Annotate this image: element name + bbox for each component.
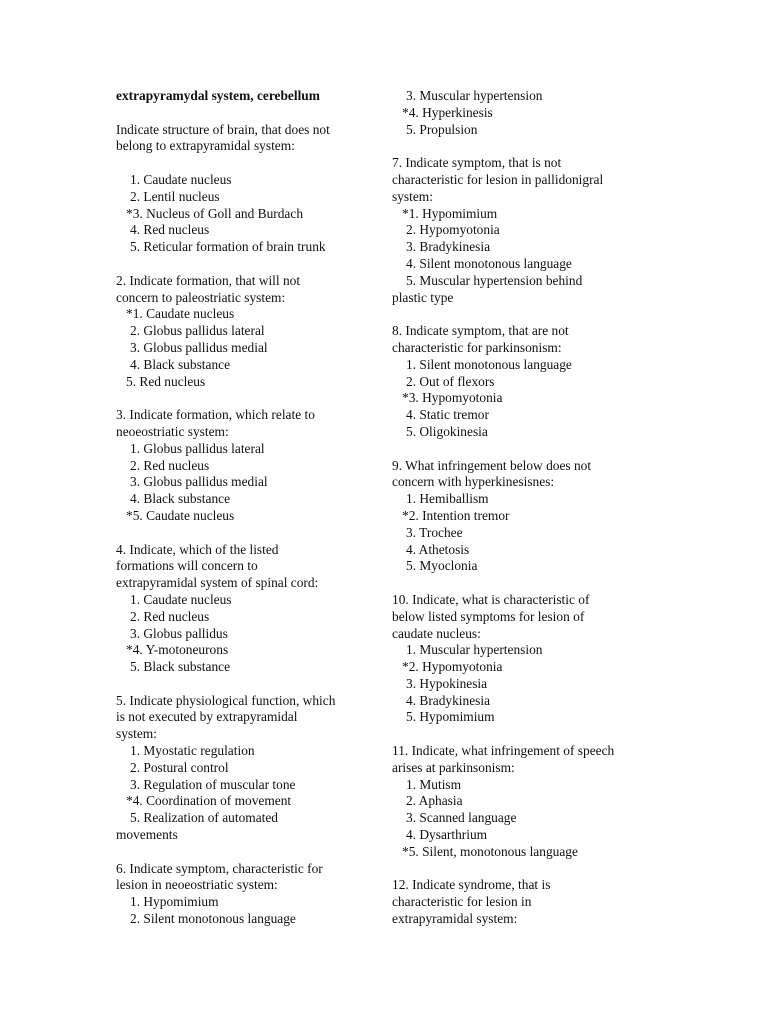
answer-option: 4. Silent monotonous language <box>406 255 572 271</box>
answer-option: 3. Globus pallidus <box>130 625 228 641</box>
answer-option: 1. Hypomimium <box>130 894 219 910</box>
answer-option: 3. Globus pallidus medial <box>130 474 268 490</box>
question-6-continued <box>392 88 662 138</box>
answer-option: 2. Silent monotonous language <box>130 911 296 927</box>
answer-option: 5. Muscular hypertension behind <box>406 272 583 288</box>
answer-option: 3. Globus pallidus medial <box>130 339 268 355</box>
answer-option: 4. Black substance <box>130 356 231 372</box>
document-title: extrapyramydal system, cerebellum <box>116 88 320 103</box>
question-text: system: <box>392 188 433 204</box>
answer-option: 3. Hypokinesia <box>406 675 488 691</box>
answer-option: 4. Red nucleus <box>130 222 210 238</box>
answer-option: 3. Regulation of muscular tone <box>130 776 296 792</box>
answer-option: 1. Hemiballism <box>406 491 489 507</box>
answer-option-correct: *4. Y-motoneurons <box>126 642 229 658</box>
answer-option: 2. Red nucleus <box>130 608 210 624</box>
answer-option: 1. Globus pallidus lateral <box>130 440 265 456</box>
question-text: 5. Indicate physiological function, which <box>116 692 336 708</box>
question-text: 10. Indicate, what is characteristic of <box>392 591 590 607</box>
answer-option: 5. Realization of automated <box>130 810 278 826</box>
question-3 <box>116 407 378 525</box>
question-5 <box>116 693 378 844</box>
question-text: extrapyramidal system of spinal cord: <box>116 575 319 591</box>
question-text: 4. Indicate, which of the listed <box>116 541 279 557</box>
question-text: 6. Indicate symptom, characteristic for <box>116 860 323 876</box>
answer-option: 1. Caudate nucleus <box>130 171 232 187</box>
answer-option: 2. Globus pallidus lateral <box>130 323 265 339</box>
left-column <box>116 88 378 945</box>
question-text: 3. Indicate formation, which relate to <box>116 407 315 423</box>
right-column <box>392 88 662 945</box>
document-title-block <box>116 88 378 105</box>
question-8 <box>392 323 662 441</box>
question-text: 8. Indicate symptom, that are not <box>392 323 569 339</box>
answer-option: 2. Aphasia <box>406 793 463 809</box>
question-11 <box>392 743 662 861</box>
answer-option-correct: *1. Hypomimium <box>402 205 498 221</box>
answer-option: 1. Caudate nucleus <box>130 591 232 607</box>
question-text: arises at parkinsonism: <box>392 759 515 775</box>
question-text: concern to paleostriatic system: <box>116 289 286 305</box>
answer-option-continuation: plastic type <box>392 289 454 305</box>
answer-option: 5. Hypomimium <box>406 709 495 725</box>
question-text: characteristic for lesion in <box>392 894 532 910</box>
answer-option: 1. Silent monotonous language <box>406 356 572 372</box>
answer-option: 5. Red nucleus <box>126 373 206 389</box>
answer-option: 4. Dysarthrium <box>406 827 488 843</box>
question-2 <box>116 273 378 391</box>
answer-option-correct: *3. Nucleus of Goll and Burdach <box>126 205 304 221</box>
question-9 <box>392 458 662 576</box>
question-text: characteristic for lesion in pallidonigral <box>392 171 604 187</box>
question-text: Indicate structure of brain, that does not <box>116 121 330 137</box>
question-text: 2. Indicate formation, that will not <box>116 272 301 288</box>
question-text: formations will concern to <box>116 558 258 574</box>
answer-option-correct: *4. Coordination of movement <box>126 793 292 809</box>
question-10 <box>392 592 662 726</box>
answer-option-correct: *5. Caudate nucleus <box>126 507 235 523</box>
spacer <box>116 155 378 172</box>
question-text: characteristic for parkinsonism: <box>392 339 562 355</box>
question-text: lesion in neoeostriatic system: <box>116 877 278 893</box>
answer-option: 1. Mutism <box>406 776 462 792</box>
answer-option: 4. Bradykinesia <box>406 692 491 708</box>
answer-option: 4. Static tremor <box>406 407 489 423</box>
answer-option-continuation: movements <box>116 827 178 843</box>
question-text: extrapyramidal system: <box>392 911 518 927</box>
answer-option: 5. Reticular formation of brain trunk <box>130 239 326 255</box>
answer-option: 2. Out of flexors <box>406 373 495 389</box>
question-7 <box>392 155 662 306</box>
question-text: 12. Indicate syndrome, that is <box>392 877 551 893</box>
question-text: caudate nucleus: <box>392 625 481 641</box>
question-4 <box>116 542 378 676</box>
question-text: 11. Indicate, what infringement of speech <box>392 743 615 759</box>
answer-option-correct: *4. Hyperkinesis <box>402 104 493 120</box>
question-text: system: <box>116 726 157 742</box>
answer-option-correct: *2. Intention tremor <box>402 507 510 523</box>
answer-option-correct: *3. Hypomyotonia <box>402 390 503 406</box>
answer-option: 2. Lentil nucleus <box>130 188 220 204</box>
answer-option-correct: *1. Caudate nucleus <box>126 306 235 322</box>
question-1 <box>116 122 378 256</box>
question-text: concern with hyperkinesisnes: <box>392 474 555 490</box>
answer-option: 5. Black substance <box>130 659 231 675</box>
answer-option: 1. Myostatic regulation <box>130 743 255 759</box>
question-text: is not executed by extrapyramidal <box>116 709 298 725</box>
question-text: belong to extrapyramidal system: <box>116 138 295 154</box>
answer-option: 3. Muscular hypertension <box>406 88 543 103</box>
answer-option: 2. Red nucleus <box>130 457 210 473</box>
answer-option: 3. Trochee <box>406 524 463 540</box>
answer-option: 2. Hypomyotonia <box>406 222 500 238</box>
answer-option: 5. Oligokinesia <box>406 423 488 439</box>
question-6 <box>116 861 378 928</box>
answer-option: 2. Postural control <box>130 759 229 775</box>
answer-option-correct: *5. Silent, monotonous language <box>402 843 578 859</box>
answer-option: 4. Black substance <box>130 491 231 507</box>
answer-option: 1. Muscular hypertension <box>406 642 543 658</box>
question-text: 7. Indicate symptom, that is not <box>392 155 562 171</box>
question-text: neoeostriatic system: <box>116 423 229 439</box>
answer-option: 3. Scanned language <box>406 810 517 826</box>
question-12 <box>392 877 662 927</box>
answer-option-correct: *2. Hypomyotonia <box>402 659 503 675</box>
answer-option: 4. Athetosis <box>406 541 470 557</box>
question-text: 9. What infringement below does not <box>392 457 592 473</box>
answer-option: 3. Bradykinesia <box>406 239 491 255</box>
question-text: below listed symptoms for lesion of <box>392 608 585 624</box>
answer-option: 5. Myoclonia <box>406 558 478 574</box>
answer-option: 5. Propulsion <box>406 121 478 137</box>
